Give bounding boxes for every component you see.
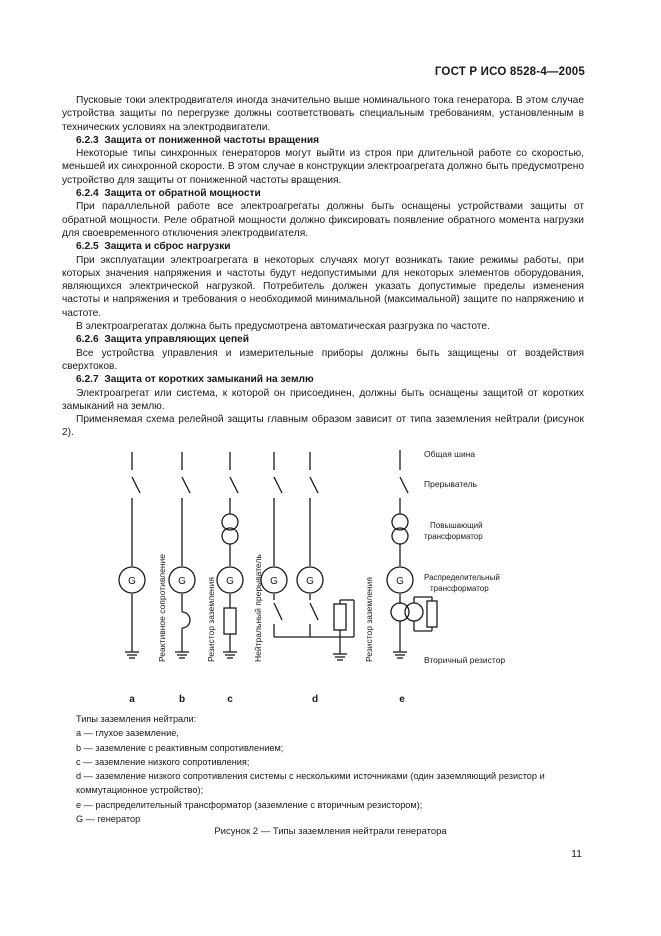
legend-item: b — заземление с реактивным сопротивлением;	[76, 742, 284, 753]
section-number: 6.2.6	[76, 334, 99, 346]
section-number: 6.2.5	[76, 241, 99, 253]
label-breaker: Прерыватель	[424, 479, 477, 489]
generator-symbol: G	[270, 576, 278, 587]
section-title: Защита от пониженной частоты вращения	[104, 134, 320, 146]
section-title: Защита от коротких замыканий на землю	[104, 374, 314, 386]
reactor-icon	[182, 612, 190, 628]
column-b-circuit	[169, 452, 195, 658]
label-reactive-resistance: Реактивное сопротивление	[157, 554, 167, 662]
label-stepup-line1: Повышающий	[430, 521, 483, 530]
column-label-b: b	[178, 694, 186, 705]
label-distribution-line2: трансформатор	[430, 584, 489, 593]
section-heading	[62, 240, 584, 253]
generator-symbol: G	[128, 576, 136, 587]
column-label-e: e	[399, 694, 405, 705]
legend-item: c — заземление низкого сопротивления;	[76, 756, 250, 767]
label-distribution-transformer	[424, 573, 502, 593]
generator-symbol: G	[178, 576, 186, 587]
figure-legend	[62, 712, 584, 826]
column-label-d: d	[311, 694, 319, 705]
paragraph: Все устройства управления и измерительные приборы должны быть защищены от воздействия сверхтоков.	[62, 347, 584, 372]
column-d-circuit	[261, 452, 354, 660]
section-number: 6.2.7	[76, 374, 99, 386]
section-heading	[62, 134, 584, 147]
paragraph: При эксплуатации электроагрегата в некоторых случаях могут возникать такие режимы работы, при которых значения напряжения и частоты будут недопустимыми для некоторых элементов оборудования, являющихся электрической нагрузкой. Потребитель должен указать допустимые пределы изменения частоты и напряжения и требования о необходимой минимальной (максимальной) защите по напряжению и частоте.	[62, 254, 584, 319]
legend-item: d — заземление низкого сопротивления системы с несколькими источниками (один заземляющий резистор и коммутационное устройство);	[76, 771, 545, 796]
label-grounding-resistor-d: Резистор заземления	[364, 577, 374, 662]
column-a-circuit	[119, 452, 145, 658]
body-text	[62, 94, 584, 440]
paragraph: Применяемая схема релейной защиты главным образом зависит от типа заземления нейтрали (рисунок 2).	[62, 414, 584, 439]
paragraph: При параллельной работе все электроагрегаты должны быть оснащены устройствами защиты от обратной мощности. Реле обратной мощности должно фиксировать появление обратного момента нагрузки для своевременного отключения электродвигателя.	[62, 201, 584, 239]
resistor-icon	[224, 608, 236, 634]
label-grounding-resistor-c: Резистор заземления	[206, 577, 216, 662]
document-header: ГОСТ Р ИСО 8528-4—2005	[434, 66, 585, 78]
section-number: 6.2.4	[76, 188, 99, 200]
label-secondary-resistor: Вторичный резистор	[424, 655, 506, 665]
figure-caption: Рисунок 2 — Типы заземления нейтрали генератора	[214, 826, 447, 837]
column-label-c: c	[227, 694, 233, 705]
section-heading	[62, 333, 584, 346]
section-title: Защита управляющих цепей	[104, 334, 250, 346]
section-number: 6.2.3	[76, 134, 99, 146]
section-title: Защита от обратной мощности	[104, 188, 261, 200]
paragraph: В электроагрегатах должна быть предусмотрена автоматическая разгрузка по частоте.	[76, 321, 490, 333]
column-label-a: a	[129, 694, 135, 705]
transformer-winding	[391, 603, 409, 621]
paragraph: Некоторые типы синхронных генераторов могут выйти из строя при длительной работе со скоростью, меньшей их синхронной скорости. В этом случае в конструкции электроагрегата должно быть предусмотрено устройство для защиты от пониженной частоты вращения.	[62, 148, 584, 186]
legend-intro: Типы заземления нейтрали:	[76, 714, 197, 724]
paragraph: Пусковые токи электродвигателя иногда значительно выше номинального тока генератора. В этом случае устройства защиты по перегрузке должны соответствовать специальным требованиям, установленным в технических условиях на электродвигатели.	[62, 95, 584, 133]
label-common-bus: Общая шина	[424, 449, 476, 459]
label-stepup-line2: трансформатор	[424, 532, 483, 541]
legend-item: G — генератор	[76, 814, 141, 825]
legend-item: e — распределительный трансформатор (заземление с вторичным резистором);	[76, 799, 423, 810]
column-c-circuit	[217, 452, 243, 658]
section-heading	[62, 187, 584, 200]
transformer-winding	[405, 603, 423, 621]
page-number: 11	[571, 848, 582, 860]
grounding-diagram	[86, 440, 546, 710]
label-stepup-transformer	[424, 521, 485, 541]
resistor-icon	[334, 604, 346, 630]
legend-item: a — глухое заземление,	[76, 728, 179, 739]
generator-symbol: G	[396, 576, 404, 587]
label-distribution-line1: Распределительный	[424, 573, 500, 582]
generator-symbol: G	[226, 576, 234, 587]
generator-symbol: G	[306, 576, 314, 587]
label-neutral-breaker: Нейтральный прерыватель	[253, 554, 263, 662]
paragraph: Электроагрегат или система, к которой он присоединен, должны быть оснащены защитой от коротких замыканий на землю.	[62, 387, 584, 412]
resistor-icon	[427, 601, 437, 627]
section-heading	[62, 373, 584, 386]
section-title: Защита и сброс нагрузки	[104, 241, 231, 253]
